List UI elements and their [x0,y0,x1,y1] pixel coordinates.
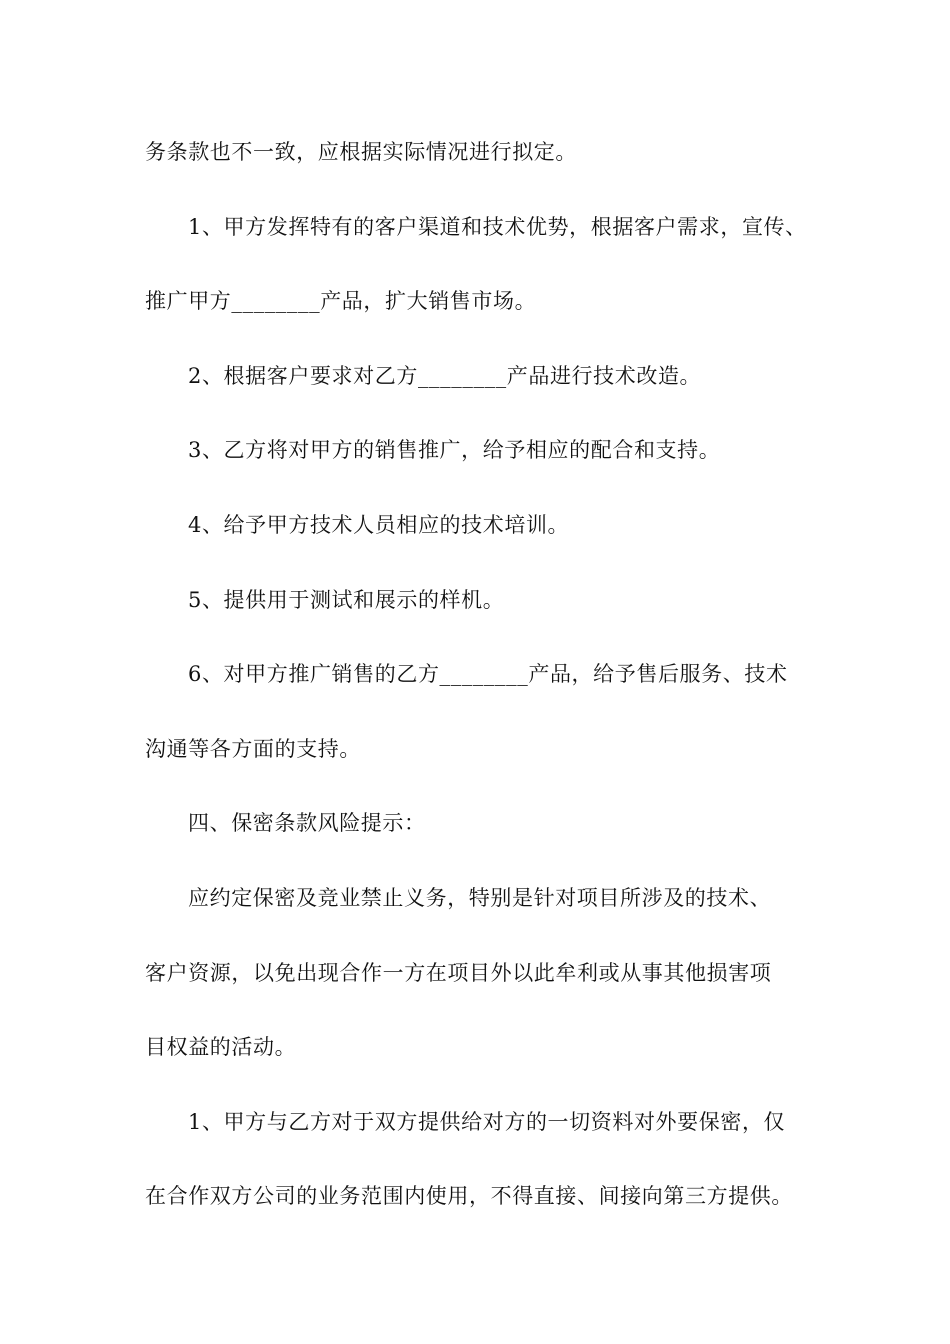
text-line: 1、甲方与乙方对于双方提供给对方的一切资料对外要保密，仅 [188,1110,786,1134]
text-line: 应约定保密及竞业禁止义务，特别是针对项目所涉及的技术、 [188,886,772,910]
text-line: 6、对甲方推广销售的乙方________产品，给予售后服务、技术 [188,662,788,686]
text-line: 沟通等各方面的支持。 [145,737,361,761]
text-line: 目权益的活动。 [145,1035,297,1059]
text-line: 2、根据客户要求对乙方________产品进行技术改造。 [188,364,702,388]
text-line: 务条款也不一致，应根据实际情况进行拟定。 [145,140,577,164]
text-line: 1、甲方发挥特有的客户渠道和技术优势，根据客户需求，宣传、 [188,215,807,239]
text-line: 5、提供用于测试和展示的样机。 [188,588,505,612]
text-line: 在合作双方公司的业务范围内使用，不得直接、间接向第三方提供。 [145,1184,793,1208]
text-line: 3、乙方将对甲方的销售推广，给予相应的配合和支持。 [188,438,721,462]
text-line: 推广甲方________产品，扩大销售市场。 [145,289,537,313]
text-line: 客户资源，以免出现合作一方在项目外以此牟利或从事其他损害项 [145,961,772,985]
section-heading: 四、保密条款风险提示： [188,811,426,835]
text-line: 4、给予甲方技术人员相应的技术培训。 [188,513,570,537]
